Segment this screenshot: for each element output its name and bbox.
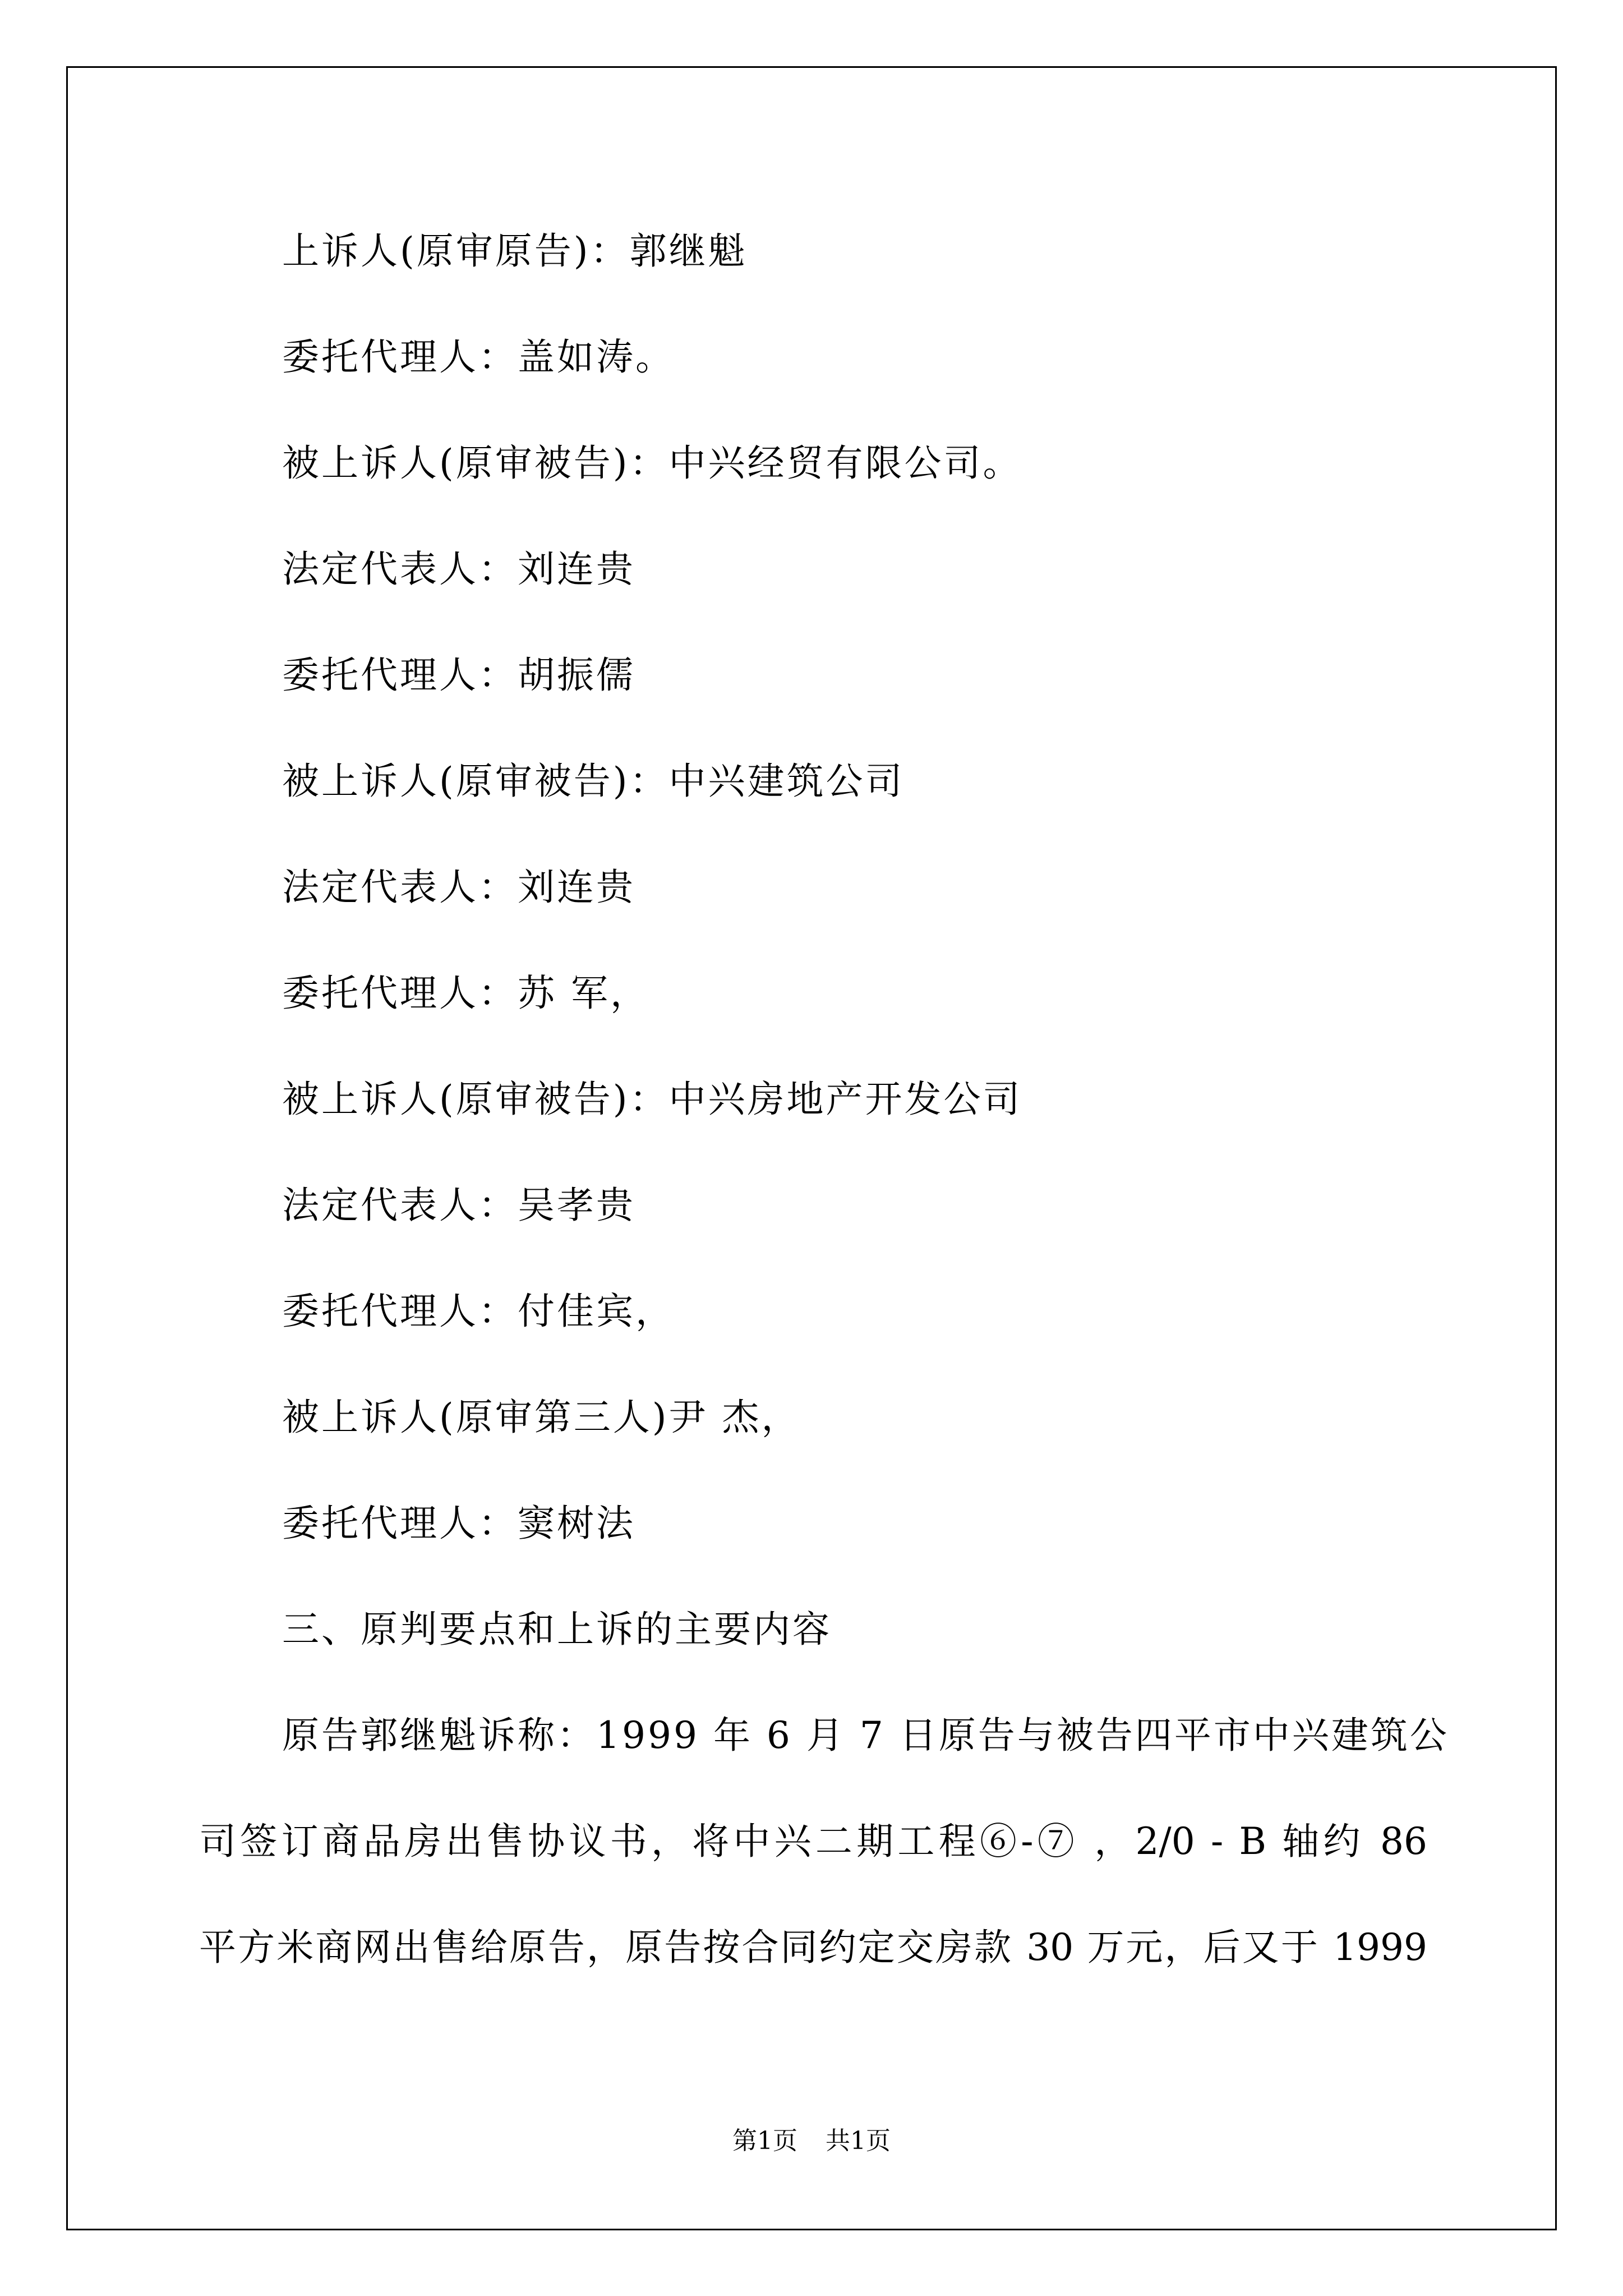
- agent-line: 委托代理人：窦树法: [282, 1502, 635, 1545]
- agent-line: 委托代理人：盖如涛。: [282, 335, 675, 379]
- appellant-line: 上诉人(原审原告)：郭继魁: [282, 229, 748, 273]
- appellee-line: 被上诉人(原审被告)：中兴建筑公司: [282, 760, 905, 803]
- page-total: 共1页: [826, 2127, 891, 2155]
- agent-line: 委托代理人：胡振儒: [282, 654, 635, 697]
- section-heading: 三、原判要点和上诉的主要内容: [282, 1608, 832, 1651]
- paragraph-line: 司签订商品房出售协议书，将中兴二期工程⑥-⑦ ，2/0 - B 轴约 86: [199, 1820, 1427, 1863]
- agent-line: 委托代理人：苏 军，: [282, 972, 649, 1015]
- appellee-line: 被上诉人(原审被告)：中兴经贸有限公司。: [282, 441, 1022, 485]
- paragraph-line: 平方米商网出售给原告，原告按合同约定交房款 30 万元，后又于 1999: [199, 1926, 1427, 1969]
- page-footer: [0, 2129, 1623, 2154]
- legal-rep-line: 法定代表人：刘连贵: [282, 866, 635, 909]
- legal-rep-line: 法定代表人：刘连贵: [282, 547, 635, 591]
- legal-rep-line: 法定代表人：吴孝贵: [282, 1184, 635, 1227]
- page-number: 第1页: [732, 2127, 797, 2155]
- agent-line: 委托代理人：付佳宾，: [282, 1290, 675, 1333]
- appellee-line: 被上诉人(原审被告)：中兴房地产开发公司: [282, 1078, 1022, 1121]
- third-party-line: 被上诉人(原审第三人)尹 杰，: [282, 1396, 801, 1439]
- paragraph-line: 原告郭继魁诉称：1999 年 6 月 7 日原告与被告四平市中兴建筑公: [282, 1714, 1449, 1757]
